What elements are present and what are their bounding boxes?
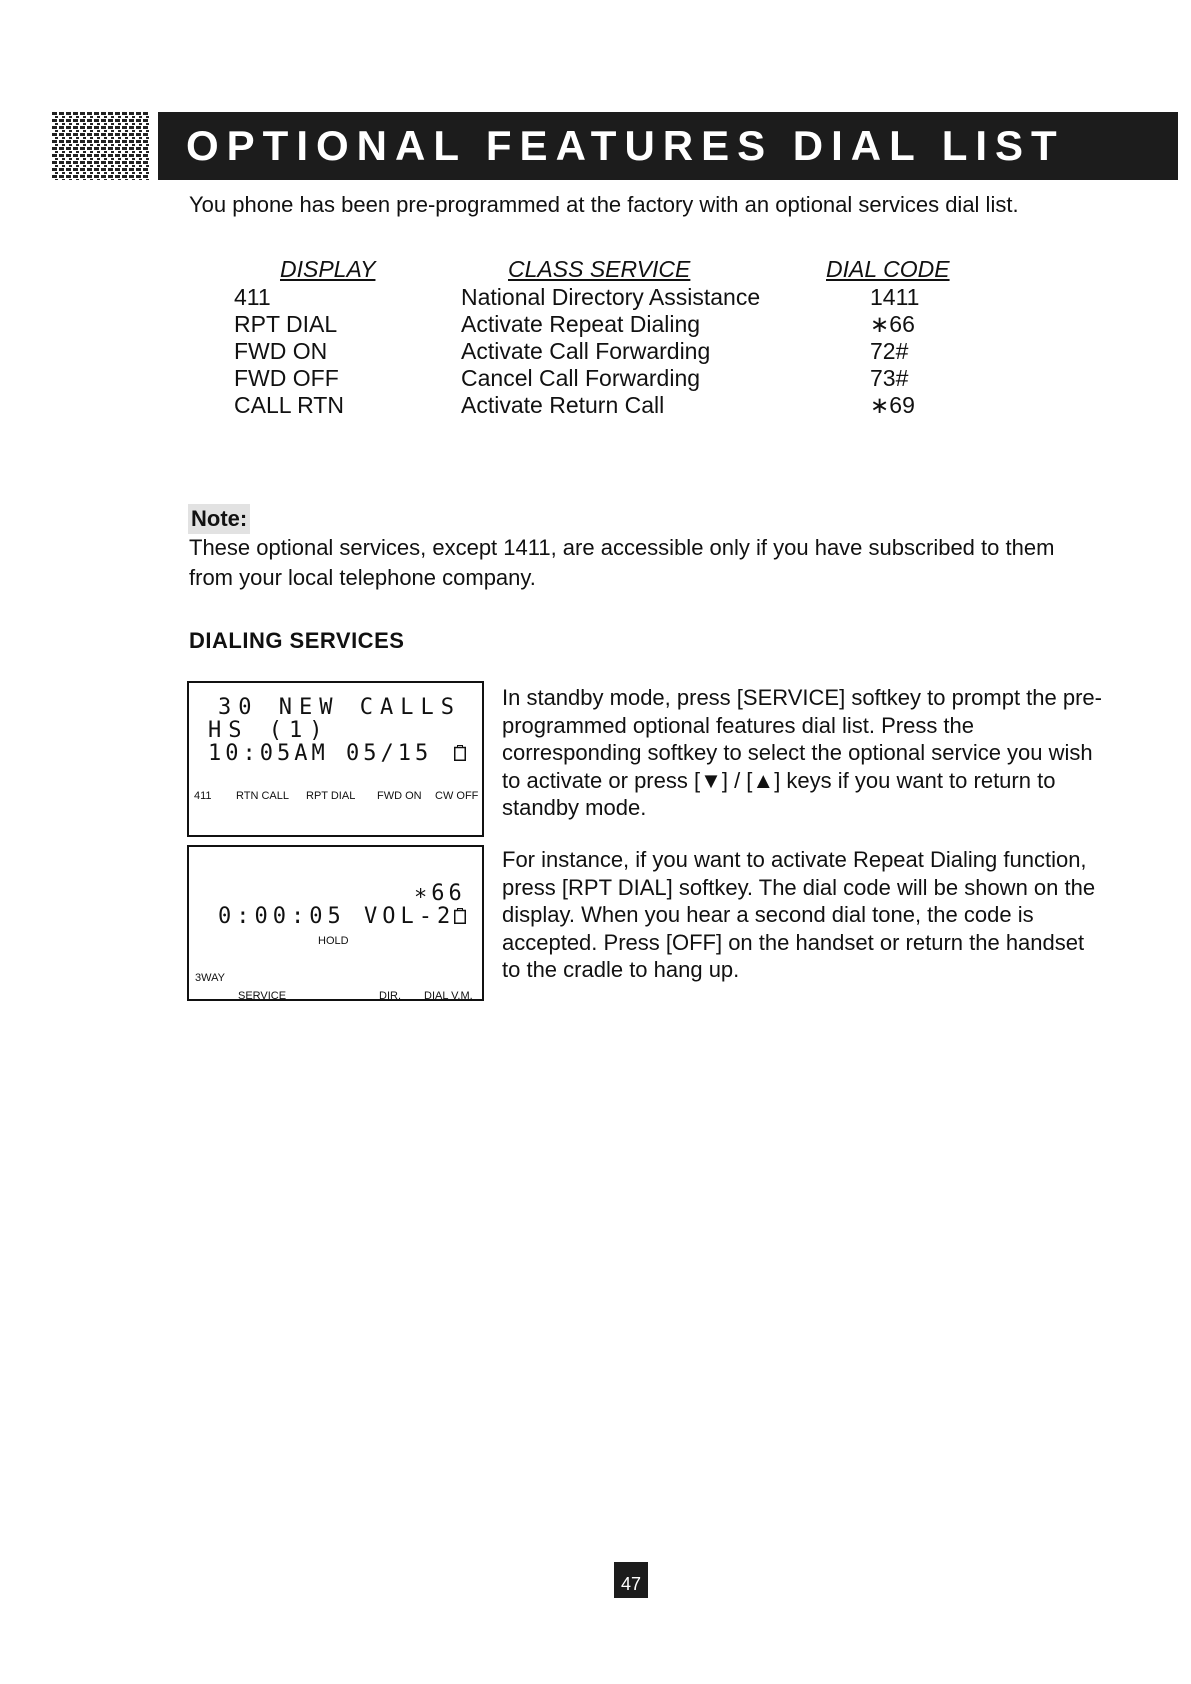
repeat-dial-example: For instance, if you want to activate Repeat Dialing function, press [RPT DIAL] softkey. The dial code will be shown on the display. When you hear a second dial tone, the code is accepted. Press [OFF] on the handset or return the handset to the cradle to hang up. [502, 847, 1096, 982]
softkey-rtn-call: RTN CALL [236, 790, 289, 802]
lcd-standby-screen [187, 681, 484, 837]
note-label: Note: [188, 504, 250, 534]
code-cell: ∗66 [870, 311, 915, 337]
lcd-timer-volume: 0:00:05 VOL-2 [218, 904, 456, 929]
lcd-line-time-date: 10:05AM 05/15 [208, 741, 433, 766]
softkey-dial-vm: DIAL V.M. [424, 990, 473, 1002]
softkey-cw-off: CW OFF [435, 790, 479, 802]
service-cell: Activate Call Forwarding [461, 338, 711, 364]
code-cell: 1411 [870, 284, 920, 310]
display-cell: 411 [234, 284, 271, 310]
service-cell: National Directory Assistance [461, 284, 761, 310]
page-number: 47 [614, 1562, 648, 1598]
hold-label: HOLD [318, 935, 349, 947]
display-cell: FWD OFF [234, 365, 339, 391]
softkey-rpt-dial: RPT DIAL [306, 790, 356, 802]
column-header-class-service: CLASS SERVICE [508, 256, 691, 282]
softkey-411: 411 [194, 790, 212, 802]
intro-text: You phone has been pre-programmed at the factory with an optional services dial list. [189, 192, 1019, 217]
softkey-dir: DIR. [379, 990, 401, 1002]
lcd-dialing-screen [187, 845, 484, 1001]
softkey-service: SERVICE [238, 990, 287, 1002]
three-way-label: 3WAY [195, 972, 225, 984]
dotted-pattern-decoration [52, 112, 150, 180]
display-cell: FWD ON [234, 338, 328, 364]
title-bar [158, 112, 1178, 180]
code-cell: 72# [870, 338, 909, 364]
service-cell: Activate Return Call [461, 392, 665, 418]
code-cell: ∗69 [870, 392, 915, 418]
service-cell: Cancel Call Forwarding [461, 365, 701, 391]
lcd-dial-code: ∗66 [414, 881, 466, 906]
note-text: These optional services, except 1411, are accessible only if you have subscribed to them from your local telephone company. [189, 535, 1055, 590]
column-header-dial-code: DIAL CODE [826, 256, 950, 282]
battery-icon [454, 745, 466, 761]
page-title: OPTIONAL FEATURES DIAL LIST [186, 122, 1065, 169]
standby-instructions: In standby mode, press [SERVICE] softkey to prompt the pre-programmed optional features dial list. Press the corresponding softkey to select the optional service you wish to activate or press [▼] / [▲] keys if you want to return to standby mode. [502, 685, 1102, 820]
display-cell: CALL RTN [234, 392, 344, 418]
battery-icon [454, 908, 466, 924]
code-cell: 73# [870, 365, 909, 391]
display-cell: RPT DIAL [234, 311, 338, 337]
section-heading: DIALING SERVICES [189, 628, 405, 653]
softkey-fwd-on: FWD ON [377, 790, 422, 802]
service-cell: Activate Repeat Dialing [461, 311, 701, 337]
lcd-line-handset: HS (1) [208, 718, 330, 743]
lcd-line-new-calls: 30 NEW CALLS [218, 695, 461, 720]
column-header-display: DISPLAY [280, 256, 376, 282]
